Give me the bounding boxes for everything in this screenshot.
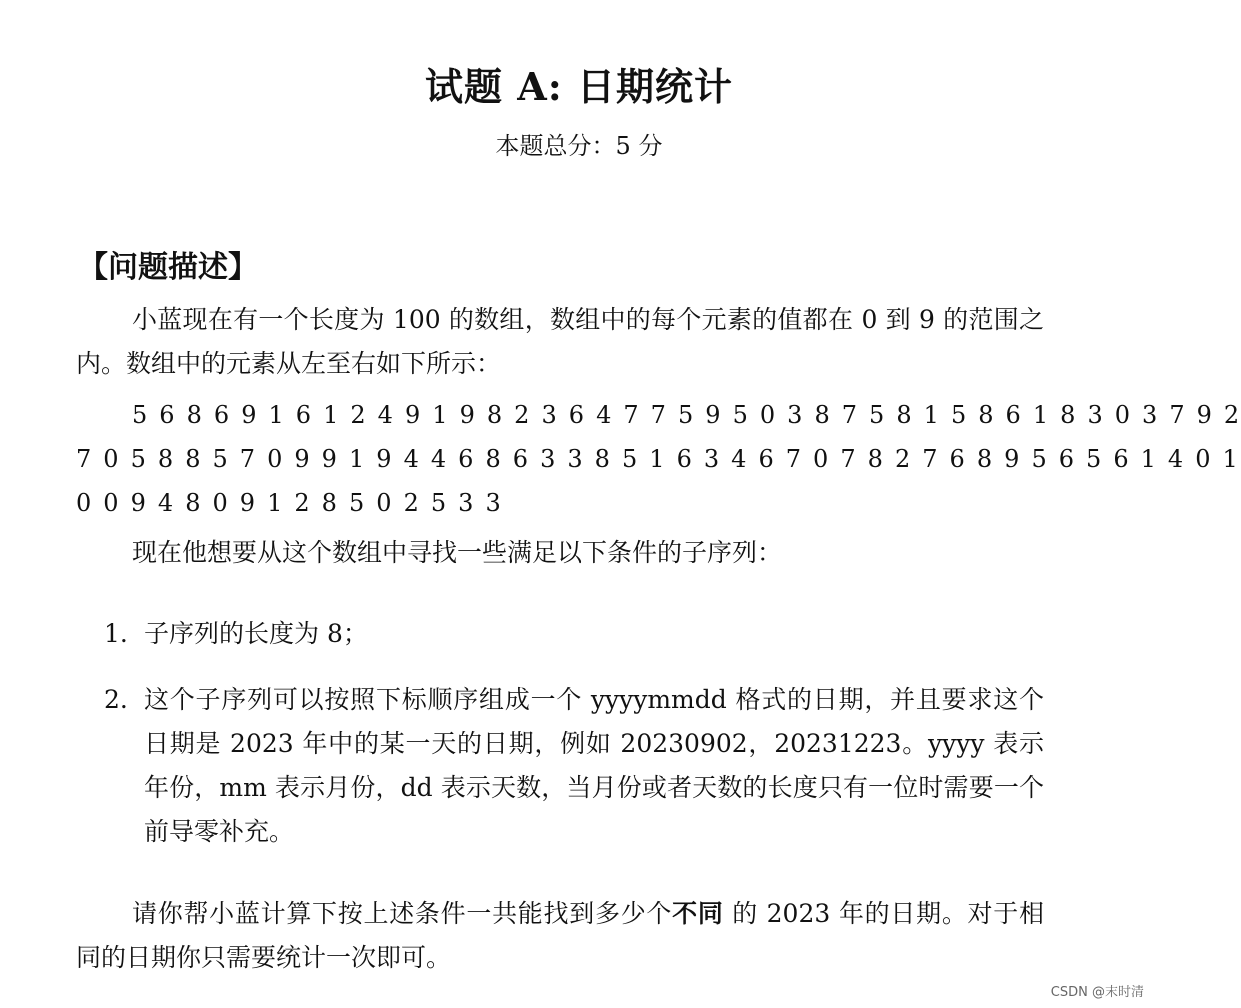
condition-number: 2. [104,685,128,714]
condition-text: 子序列的长度为 8； [144,619,368,648]
question-emphasis: 不同 [672,899,724,928]
digit-row: 0 0 9 4 8 0 9 1 2 8 5 0 2 5 3 3 [76,489,503,517]
digit-row: 7 0 5 8 8 5 7 0 9 9 1 9 4 4 6 8 6 3 3 8 5 1 6 3 4 6 7 0 7 8 2 7 6 8 9 5 6 5 6 1 4 0 1 [76,445,1241,473]
total-score: 本题总分：5 分 [495,132,663,160]
question-text-end: 的 2023 年的日期。对于相同的日期你只需要统计一次即可。 [76,899,1044,972]
condition-text: 这个子序列可以按照下标顺序组成一个 yyyymmdd 格式的日期，并且要求这个日期是 2023 年中的某一天的日期，例如 20230902，20231223。yyyy 表示年份，mm 表示月份，dd 表示天数，当月份或者天数的长度只有一位时需要一个前导零补充。 [144,685,1044,846]
digit-array [76,393,1241,525]
question-text: 请你帮小蓝计算下按上述条件一共能找到多少个 [132,899,673,928]
section-heading: 【问题描述】 [78,250,258,285]
condition-item [104,678,1044,854]
question-paragraph [76,892,1044,980]
requirement-paragraph: 现在他想要从这个数组中寻找一些满足以下条件的子序列： [132,538,783,567]
problem-title: 试题 A: 日期统计 [425,64,733,109]
condition-number: 1. [104,619,128,648]
intro-paragraph: 小蓝现在有一个长度为 100 的数组，数组中的每个元素的值都在 0 到 9 的范围之内。数组中的元素从左至右如下所示： [76,305,1044,378]
condition-item [104,612,1044,656]
digit-row: 5 6 8 6 9 1 6 1 2 4 9 1 9 8 2 3 6 4 7 7 5 9 5 0 3 8 7 5 8 1 5 8 6 1 8 3 0 3 7 9 2 [132,401,1241,429]
csdn-watermark: CSDN @末时清 [1050,985,1144,1000]
